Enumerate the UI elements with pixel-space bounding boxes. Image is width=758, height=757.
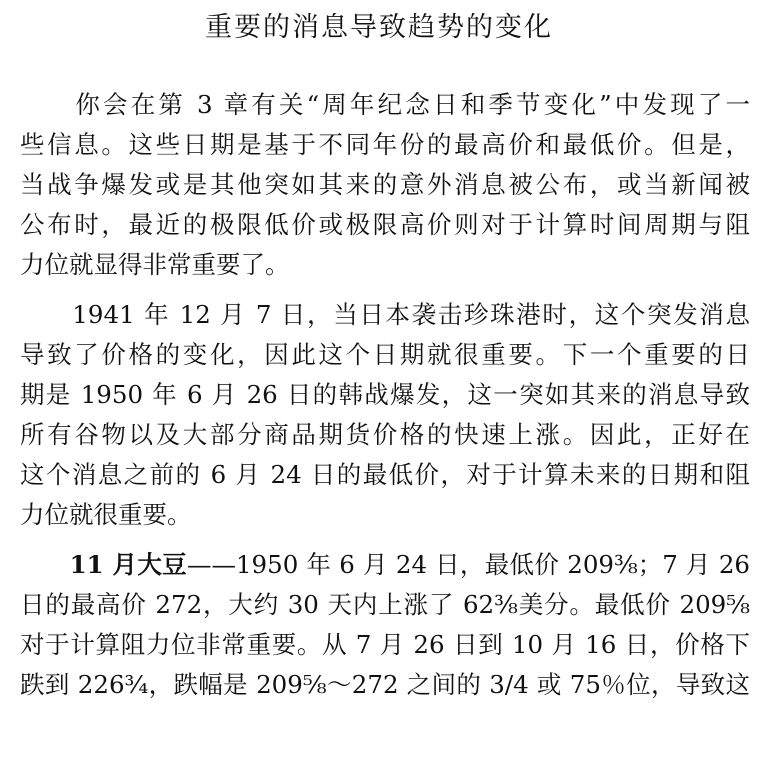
paragraph-1-line-3: 当战争爆发或是其他突如其来的意外消息被公布，或当新闻被 [20, 170, 750, 199]
paragraph-1-line-5: 力位就显得非常重要了。 [20, 250, 290, 279]
paragraph-1-line-2: 些信息。这些日期是基于不同年份的最高价和最低价。但是， [20, 130, 750, 159]
section-title: 重要的消息导致趋势的变化 [205, 12, 553, 43]
paragraph-1-line-4: 公布时，最近的极限低价或极限高价则对于计算时间周期与阻 [20, 210, 750, 239]
paragraph-2-line-3: 期是 1950 年 6 月 26 日的韩战爆发，这一突如其来的消息导致 [20, 380, 750, 409]
paragraph-3-line-1-text: ——1950 年 6 月 24 日，最低价 209⅜；7 月 26 [186, 550, 751, 579]
bold-heading-soybean: 11 月大豆 [20, 550, 187, 579]
paragraph-2-line-5: 这个消息之前的 6 月 24 日的最低价，对于计算未来的日期和阻 [20, 460, 750, 489]
paragraph-2-line-4: 所有谷物以及大部分商品期货价格的快速上涨。因此，正好在 [20, 420, 750, 449]
paragraph-2-line-1: 1941 年 12 月 7 日，当日本袭击珍珠港时，这个突发消息 [20, 300, 750, 329]
paragraph-3-line-4: 跌到 226¾，跌幅是 209⅝～272 之间的 3/4 或 75％位，导致这 [20, 670, 750, 699]
paragraph-2-line-6: 力位就很重要。 [20, 500, 192, 529]
paragraph-3-line-2: 日的最高价 272，大约 30 天内上涨了 62⅜美分。最低价 209⅝ [20, 590, 750, 619]
paragraph-1-line-1: 你会在第 3 章有关“周年纪念日和季节变化”中发现了一 [20, 90, 750, 119]
paragraph-2-line-2: 导致了价格的变化，因此这个日期就很重要。下一个重要的日 [20, 340, 750, 369]
paragraph-3-line-3: 对于计算阻力位非常重要。从 7 月 26 日到 10 月 16 日，价格下 [20, 630, 750, 659]
paragraph-3-line-1 [20, 547, 750, 583]
